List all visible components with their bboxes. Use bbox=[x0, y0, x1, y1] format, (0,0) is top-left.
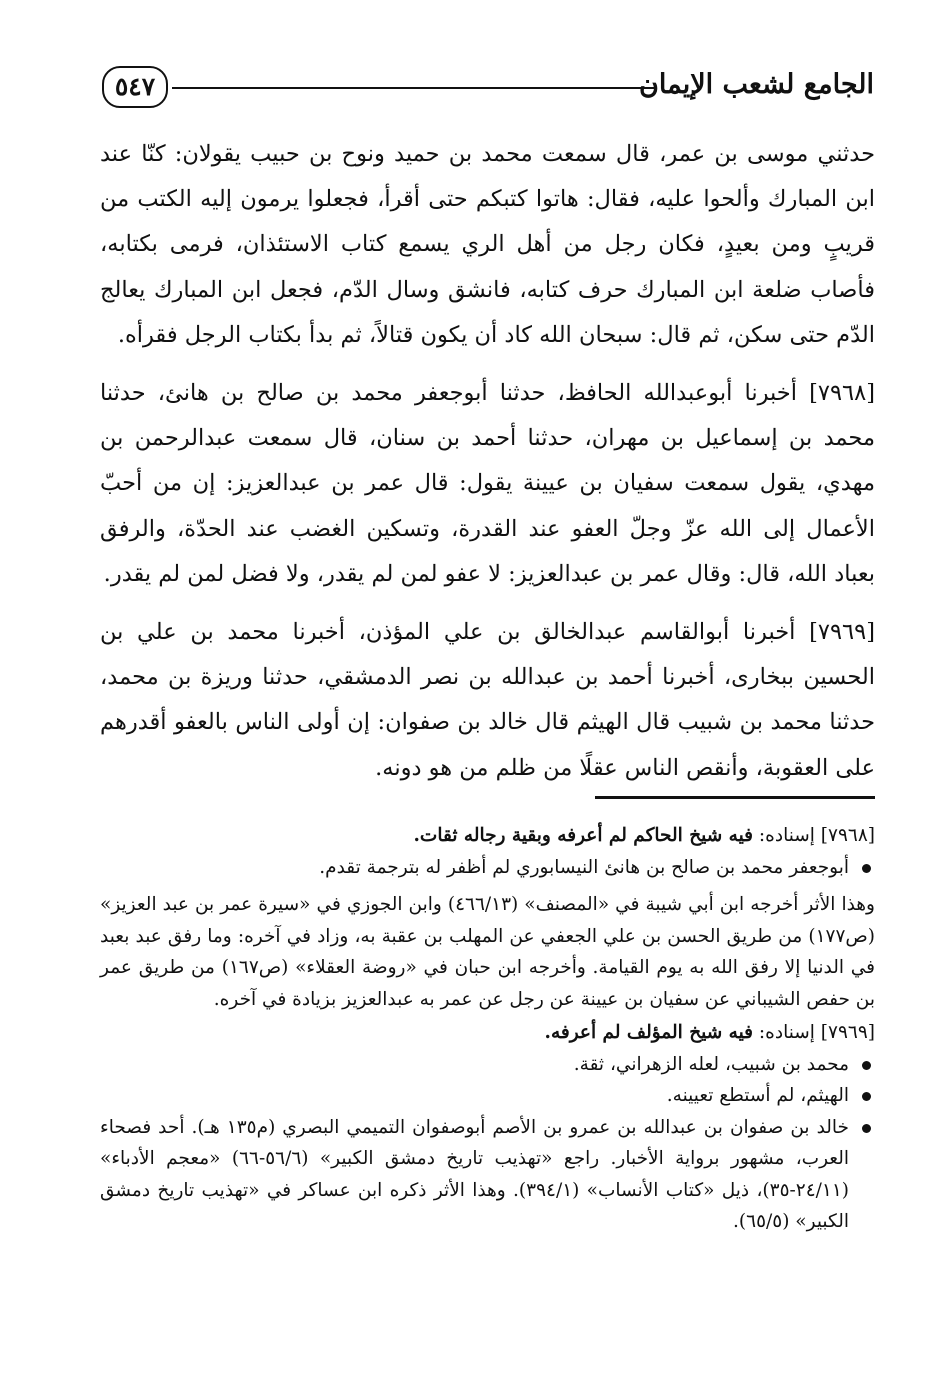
bullet-text: محمد بن شبيب، لعله الزهراني، ثقة. bbox=[573, 1053, 849, 1075]
footnote-bullet bbox=[100, 1049, 875, 1081]
bullet-icon bbox=[862, 864, 871, 873]
running-title: الجامع لشعب الإيمان bbox=[639, 69, 874, 100]
footnote-7968 bbox=[100, 820, 875, 1015]
footnote-label: [٧٩٦٨] إسناده: bbox=[758, 825, 875, 846]
header-rule bbox=[172, 87, 656, 89]
footnote-7969 bbox=[100, 1017, 875, 1238]
footnote-summary: فيه شيخ الحاكم لم أعرفه وبقية رجاله ثقات. bbox=[413, 825, 754, 846]
bullet-icon bbox=[862, 1092, 871, 1101]
footnote-bullet bbox=[100, 852, 875, 884]
footnote-note: وهذا الأثر أخرجه ابن أبي شيبة في «المصنف» (٤٦٦/١٣) وابن الجوزي في «سيرة عمر بن عبد العزيز» (ص١٧٧) من طريق الحسن بن علي الجعفي عن المهلب بن عقبة به، وزاد في آخره: وما رفق عبد بعبد في الدنيا إلا رفق الله به يوم القيامة. وأخرجه ابن حبان في «روضة العقلاء» (ص١٦٧) من طريق عمر بن حفص الشيباني عن سفيان بن عيينة عن رجل عن عمر به عبدالعزيز بزيادة في آخره. bbox=[100, 894, 875, 1010]
footnote-summary: فيه شيخ المؤلف لم أعرفه. bbox=[544, 1022, 754, 1043]
paragraph-text: حدثني موسى بن عمر، قال سمعت محمد بن حميد ونوح بن حبيب يقولان: كنّا عند ابن المبارك وألحوا عليه، فقال: هاتوا كتبكم حتى أقرأ، فجعلوا يرمون إليه الكتب من قريبٍ ومن بعيدٍ، فكان رجل من أهل الري يسمع كتاب الاستئذان، فرمى بكتابه، فأصاب ضلعة ابن المبارك حرف كتابه، فانشق وسال الدّم، فجعل ابن المبارك يعالج الدّم حتى سكن، ثم قال: سبحان الله كاد أن يكون قتالاً، ثم بدأ بكتاب الرجل فقرأه. bbox=[100, 141, 875, 348]
bullet-text: أبوجعفر محمد بن صالح بن هانئ النيسابوري لم أظفر له بترجمة تقدم. bbox=[319, 856, 849, 878]
paragraph-7969 bbox=[100, 610, 875, 791]
hadith-number: [٧٩٦٨] bbox=[809, 380, 875, 407]
hadith-number-value: ٧٩٦٩ bbox=[817, 619, 867, 646]
paragraph-7968 bbox=[100, 371, 875, 597]
bullet-icon bbox=[862, 1124, 871, 1133]
footnotes bbox=[100, 820, 875, 1240]
paragraph-intro bbox=[100, 132, 875, 358]
footnote-bullet bbox=[100, 1080, 875, 1112]
bullet-text: خالد بن صفوان بن عبدالله بن عمرو بن الأصم أبوصفوان التميمي البصري (م١٣٥ هـ). أحد فصحاء العرب، مشهور برواية الأخبار. راجع «تهذيب تاريخ دمشق الكبير» (٥٦/٦-٦٦) «معجم الأدباء» (٢٤/١١-٣٥)، ذيل «كتاب الأنساب» (٣٩٤/١). وهذا الأثر ذكره ابن عساكر في «تهذيب تاريخ دمشق الكبير» (٦٥/٥). bbox=[100, 1116, 850, 1232]
hadith-number: [٧٩٦٩] bbox=[809, 619, 875, 646]
hadith-number-value: ٧٩٦٨ bbox=[817, 380, 867, 407]
footnote-bullets bbox=[100, 852, 875, 884]
footnote-heading bbox=[100, 820, 875, 852]
footnote-label: [٧٩٦٩] إسناده: bbox=[758, 1022, 875, 1043]
footnote-separator bbox=[595, 796, 875, 799]
footnote-bullet bbox=[100, 1112, 875, 1238]
main-text bbox=[100, 132, 875, 791]
page-header bbox=[98, 62, 874, 118]
bullet-icon bbox=[862, 1061, 871, 1070]
paragraph-text: أخبرنا أبوالقاسم عبدالخالق بن علي المؤذن، أخبرنا محمد بن علي بن الحسين ببخارى، أخبرنا أحمد بن عبدالله بن نصر الدمشقي، حدثنا وريزة بن محمد، حدثنا محمد بن شبيب قال الهيثم قال خالد بن صفوان: إن أولى الناس بالعفو أقدرهم على العقوبة، وأنقص الناس عقلًا من ظلم من هو دونه. bbox=[100, 619, 875, 781]
footnote-bullets bbox=[100, 1049, 875, 1238]
bullet-text: الهيثم، لم أستطع تعيينه. bbox=[666, 1085, 849, 1106]
paragraph-text: أخبرنا أبوعبدالله الحافظ، حدثنا أبوجعفر محمد بن صالح بن هانئ، حدثنا محمد بن إسماعيل بن مهران، حدثنا أحمد بن سنان، قال سمعت عبدالرحمن بن مهدي، يقول سمعت سفيان بن عيينة يقول: قال عمر بن عبدالعزيز: إن من أحبّ الأعمال إلى الله عزّ وجلّ العفو عند القدرة، وتسكين الغضب عند الحدّة، والرفق بعباد الله، قال: وقال عمر بن عبدالعزيز: لا عفو لمن لم يقدر، ولا فضل لمن لم يقدر. bbox=[100, 380, 875, 587]
footnote-heading bbox=[100, 1017, 875, 1049]
page-number: ٥٤٧ bbox=[102, 66, 168, 108]
